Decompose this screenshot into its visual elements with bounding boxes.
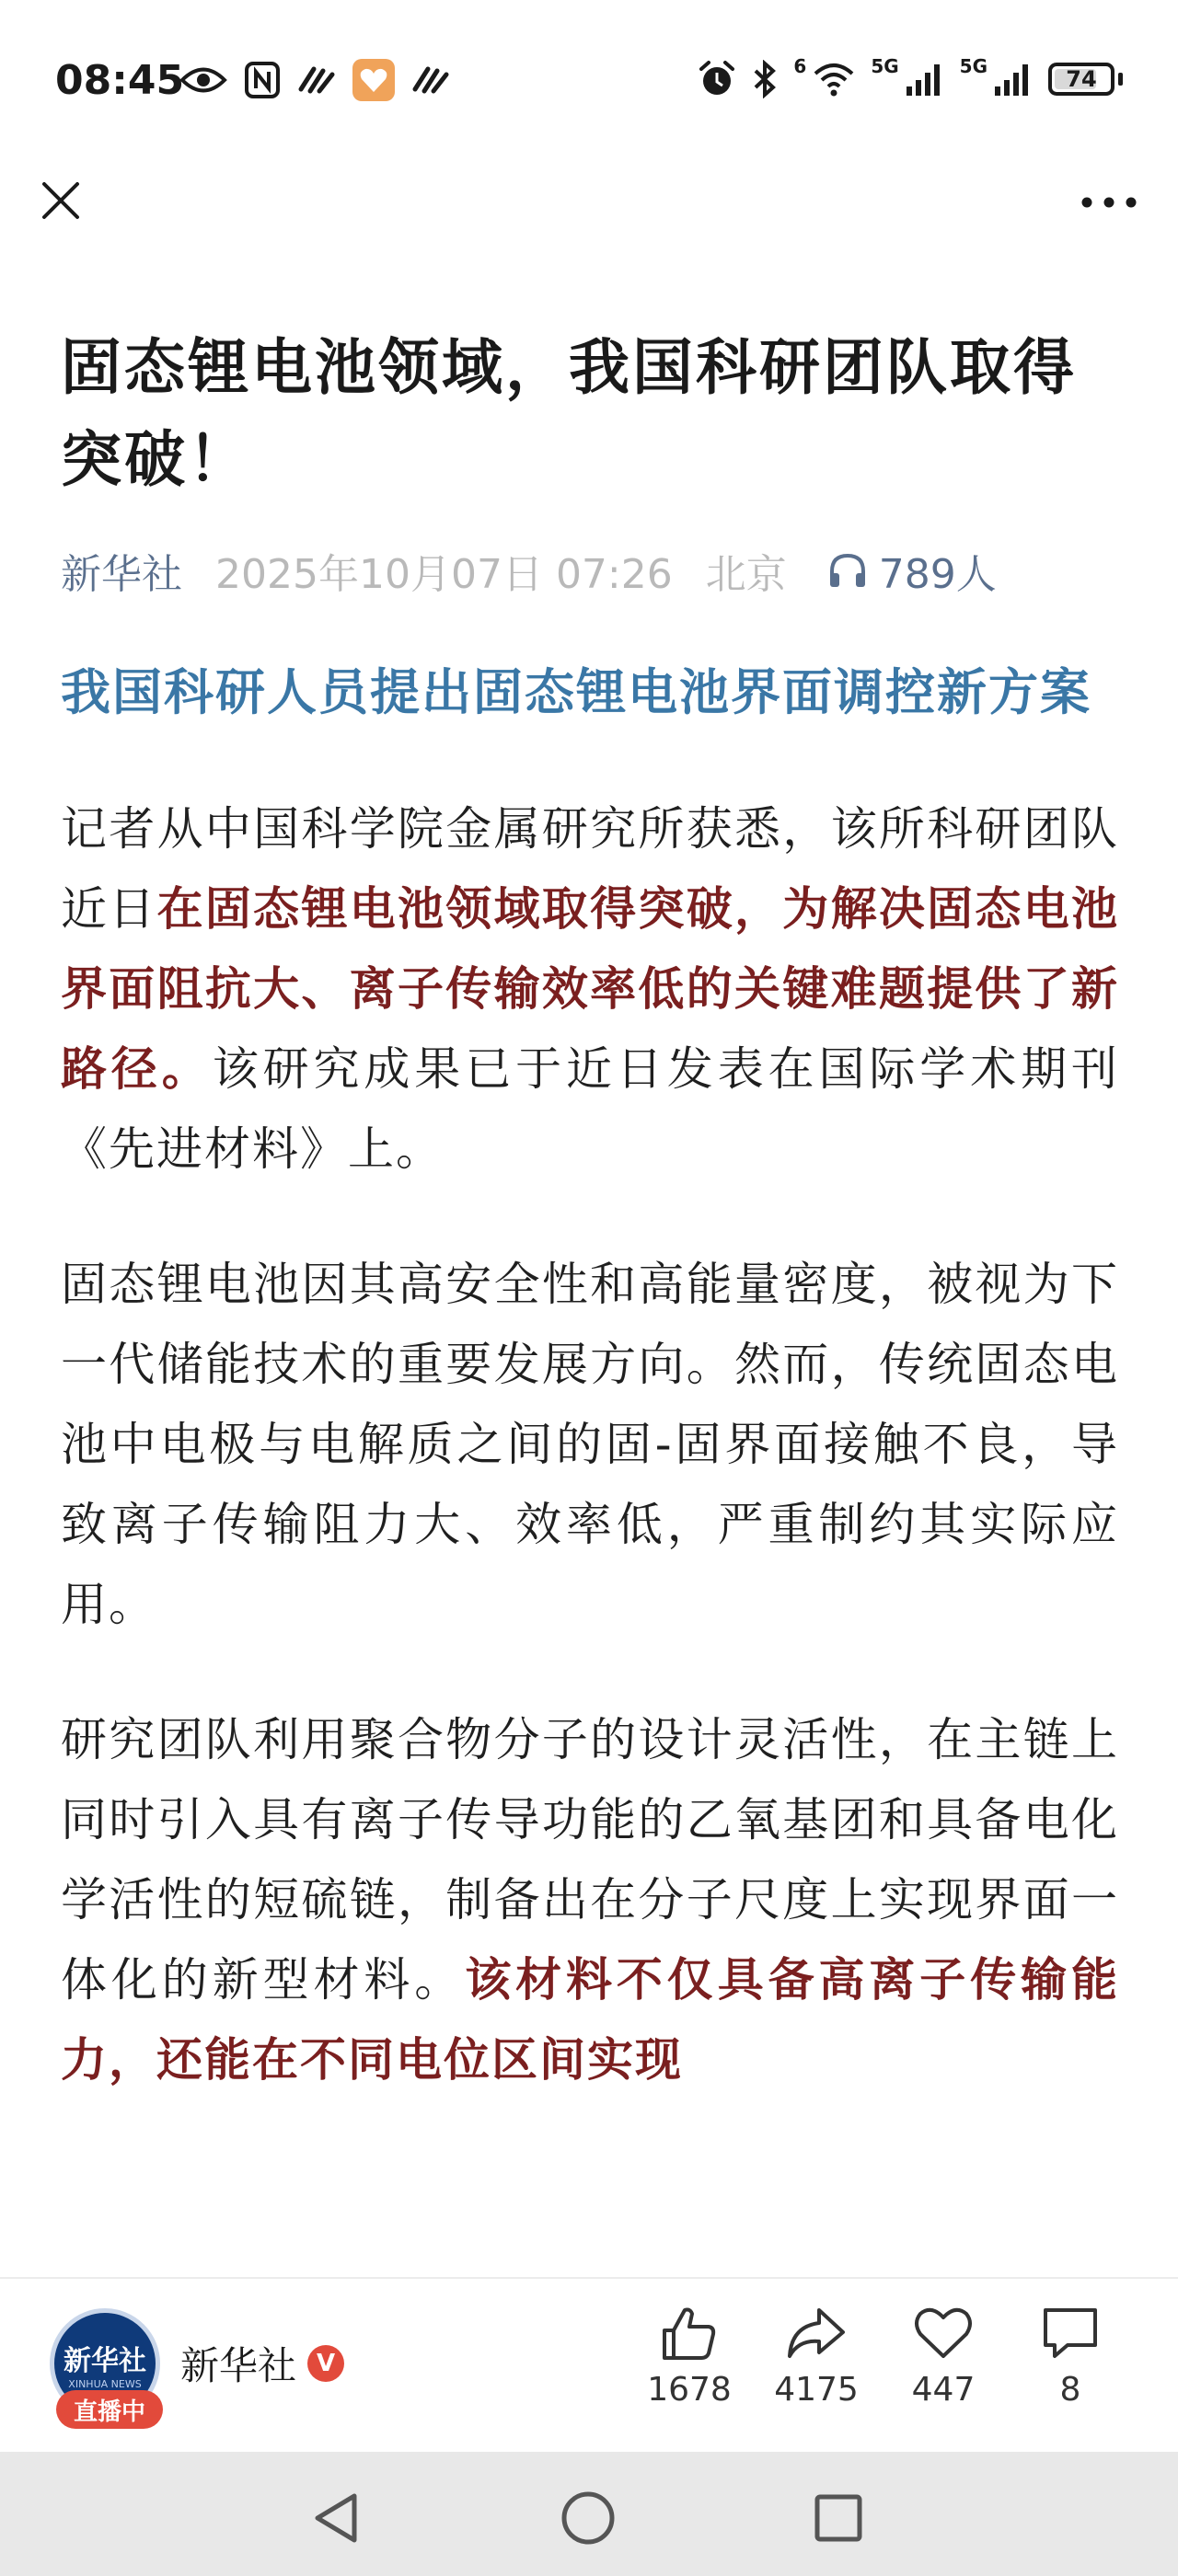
app-link-icon [297,63,336,97]
nav-back-button[interactable] [304,2489,368,2547]
article-paragraph-1 [61,789,1119,1190]
article-paragraph-3 [61,1700,1119,2100]
publisher-avatar[interactable] [50,2308,160,2426]
heart-icon [913,2305,974,2362]
close-icon [39,178,83,223]
alarm-icon [698,60,736,98]
paragraph-1-text-a: 记者从中国科学院金属研究所获悉，该所科研团队近日 [61,802,1119,936]
paragraph-1-text-b: 该研究成果已于近日发表在国际学术期刊《先进材料》上。 [61,1042,1120,1176]
article-datetime: 2025年10月07日 07:26 [215,551,673,598]
back-triangle-icon [310,2490,362,2546]
recents-square-icon [813,2492,864,2544]
article-meta [61,534,1119,607]
health-app-icon [352,59,395,101]
share-count: 4175 [774,2371,859,2409]
battery-icon [1048,63,1114,96]
status-left-icons [179,57,450,103]
publisher-info[interactable] [50,2308,344,2426]
eye-icon [179,64,227,96]
nfc-icon [244,61,281,99]
wifi-icon [812,61,856,98]
thumbs-up-icon [659,2305,720,2362]
avatar-logo-text: 新华社 [64,2344,146,2377]
more-icon [1080,196,1138,209]
listen-button[interactable] [827,541,997,600]
more-options-button[interactable] [1077,179,1141,225]
article-subheading: 我国科研人员提出固态锂电池界面调控新方案 [61,663,1091,721]
action-buttons [626,2305,1134,2409]
paragraph-3-text-a: 研究团队利用聚合物分子的设计灵活性，在主链上同时引入具有离子传导功能的乙氧基团和具备电化学活性的短硫链，制备出在分子尺度上实现界面一体化的新型材料。 [61,1713,1119,2007]
comment-button[interactable] [1007,2305,1134,2409]
home-circle-icon [560,2490,617,2547]
share-button[interactable] [753,2305,880,2409]
comment-count: 8 [1059,2371,1081,2409]
article-paragraph-2: 固态锂电池因其高安全性和高能量密度，被视为下一代储能技术的重要发展方向。然而，传统固态电池中电极与电解质之间的固-固界面接触不良，导致离子传输阻力大、效率低，严重制约其实际应用。 [61,1258,1119,1631]
article [61,322,1119,2146]
avatar-logo-subtext: XINHUA NEWS [68,2377,142,2390]
network-label-2: 5G [959,55,987,77]
nav-home-button[interactable] [556,2489,620,2547]
paragraph-1-highlight: 在固态锂电池领域取得突破，为解决固态电池界面阻抗大、离子传输效率低的关键难题提供了新路径。 [61,882,1120,1096]
app-link-icon-2 [411,63,450,97]
nav-recents-button[interactable] [806,2489,871,2547]
signal-icon-2 [993,61,1034,98]
verified-badge: V [307,2345,344,2382]
status-bar [0,0,1178,156]
like-count: 1678 [647,2371,732,2409]
system-nav-bar [0,2452,1178,2576]
publisher-name[interactable]: 新华社 [180,2343,297,2388]
article-location: 北京 [705,551,787,598]
article-title: 固态锂电池领域，我国科研团队取得突破！ [61,332,1077,495]
bluetooth-icon [751,60,779,98]
wifi-label: 6 [793,55,807,77]
battery-tip [1118,73,1123,86]
bottom-action-bar [0,2277,1178,2452]
live-badge[interactable]: 直播中 [56,2390,163,2429]
headphones-icon [827,551,868,590]
status-right-icons [698,55,1123,103]
signal-icon-1 [905,61,945,98]
favorite-button[interactable] [880,2305,1007,2409]
favorite-count: 447 [911,2371,976,2409]
battery-level: 74 [1066,66,1097,92]
close-button[interactable] [35,175,87,226]
share-icon [786,2305,847,2362]
comment-icon [1040,2305,1101,2362]
listener-count: 789人 [878,551,997,598]
paragraph-3-highlight: 该材料不仅具备高离子传输能力，还能在不同电位区间实现 [61,1953,1120,2087]
like-button[interactable] [626,2305,753,2409]
status-time: 08:45 [55,57,185,104]
article-source[interactable]: 新华社 [61,551,182,598]
network-label-1: 5G [871,55,899,77]
